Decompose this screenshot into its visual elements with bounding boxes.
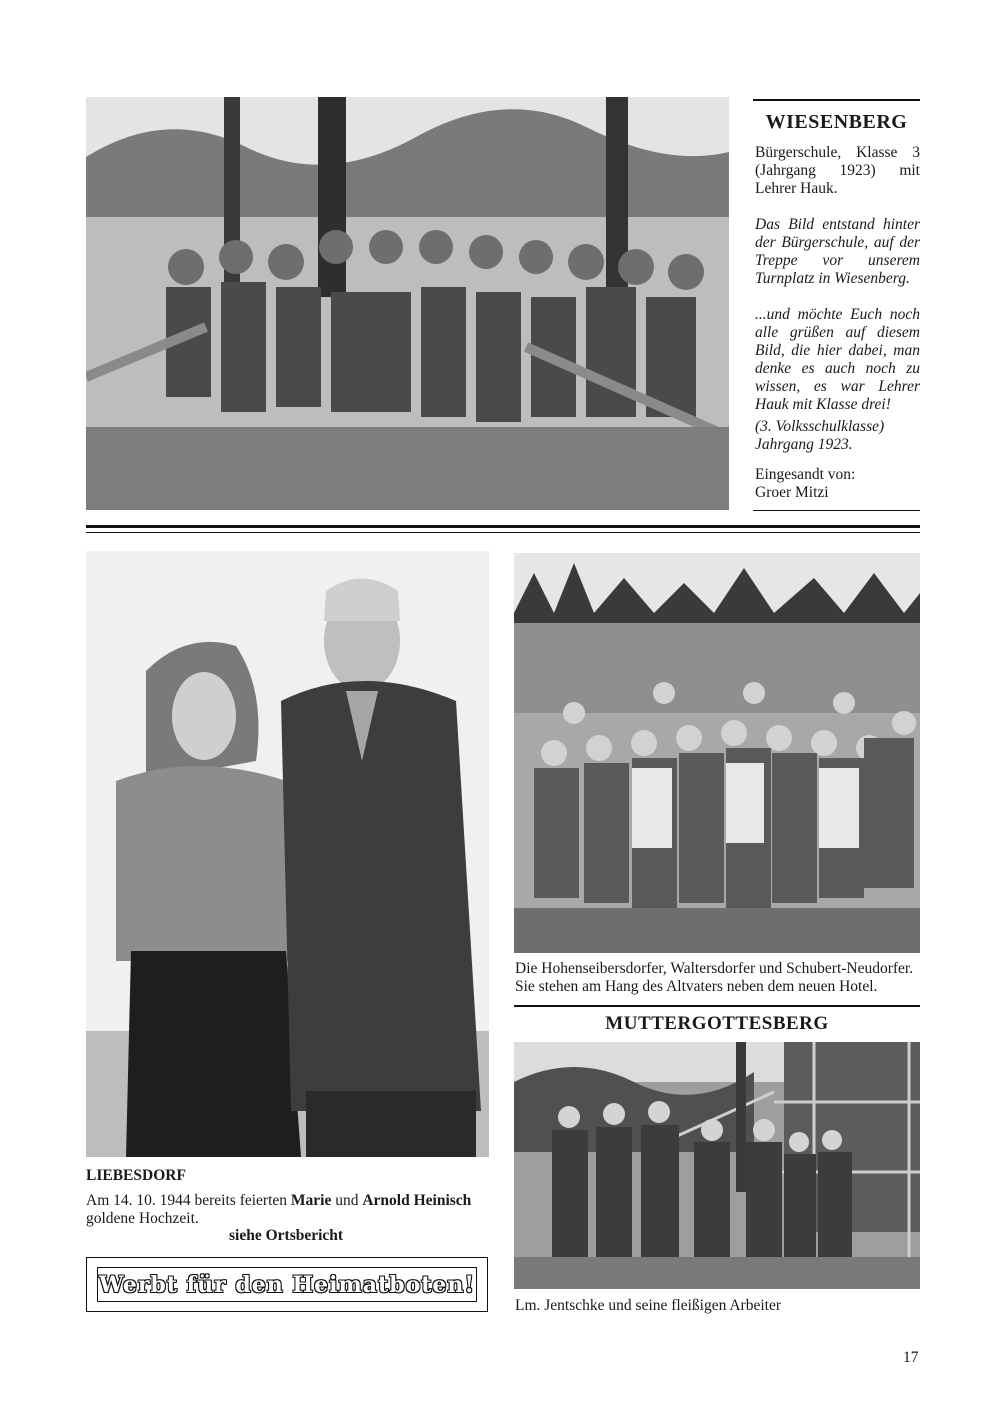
wiesenberg-italic-3: (3. Volksschulklasse) Jahrgang 1923. — [755, 418, 885, 453]
wiesenberg-top-rule — [753, 99, 920, 101]
wiesenberg-sender-label: Eingesandt von: — [755, 466, 856, 483]
liebesdorf-heading: LIEBESDORF — [86, 1167, 186, 1184]
couple-photo-shapes — [86, 551, 489, 1157]
school-class-photo-shapes — [86, 97, 729, 510]
wiesenberg-intro: Bürgerschule, Klasse 3 (Jahrgang 1923) mit Lehrer Hauk. — [755, 144, 920, 197]
section-divider-thin — [86, 532, 920, 533]
couple-photo — [86, 551, 489, 1157]
wiesenberg-heading: WIESENBERG — [765, 111, 908, 133]
workers-photo-caption: Lm. Jentschke und seine fleißigen Arbeiter — [515, 1297, 782, 1314]
wiesenberg-text-block — [755, 144, 920, 502]
group-photo-caption-line-2: Sie stehen am Hang des Altvaters neben dem neuen Hotel. — [515, 978, 878, 995]
muttergottesberg-heading: MUTTERGOTTESBERG — [605, 1013, 829, 1034]
school-class-photo — [86, 97, 729, 510]
heimatboten-banner-text: Werbt für den Heimatboten! — [98, 1271, 476, 1298]
section-divider-thick — [86, 525, 920, 528]
liebesdorf-text-after: goldene Hochzeit. — [86, 1210, 199, 1227]
wiesenberg-sender-name: Groer Mitzi — [755, 484, 829, 501]
liebesdorf-text-mid: und — [331, 1192, 363, 1209]
workers-photo — [514, 1042, 920, 1289]
heimatboten-banner — [86, 1257, 488, 1312]
group-photo-caption — [515, 960, 925, 996]
wiesenberg-bottom-rule — [753, 510, 920, 511]
page-number: 17 — [903, 1349, 919, 1366]
muttergottesberg-top-rule — [514, 1005, 920, 1007]
group-photo-caption-line-1: Die Hohenseibersdorfer, Waltersdorfer und Schubert-Neudorfer. — [515, 960, 914, 977]
liebesdorf-name-1: Marie — [290, 1192, 332, 1209]
heimatboten-banner-inner — [97, 1267, 477, 1302]
liebesdorf-name-2: Arnold Heinisch — [362, 1192, 472, 1209]
group-photo — [514, 553, 920, 953]
wiesenberg-italic-1: Das Bild entstand hinter der Bürgerschule, auf der Treppe vor unserem Turnplatz in Wiesenberg. — [755, 216, 920, 287]
liebesdorf-see-also: siehe Ortsbericht — [229, 1227, 344, 1244]
workers-photo-shapes — [514, 1042, 920, 1289]
group-photo-shapes — [514, 553, 920, 953]
liebesdorf-text-before: Am 14. 10. 1944 bereits feierten — [86, 1192, 291, 1209]
liebesdorf-text — [86, 1192, 491, 1228]
wiesenberg-italic-2: ...und möchte Euch noch alle grüßen auf diesem Bild, die hier dabei, man denke es auch noch zu wissen, es war Lehrer Hauk mit Klasse drei! — [755, 306, 920, 413]
